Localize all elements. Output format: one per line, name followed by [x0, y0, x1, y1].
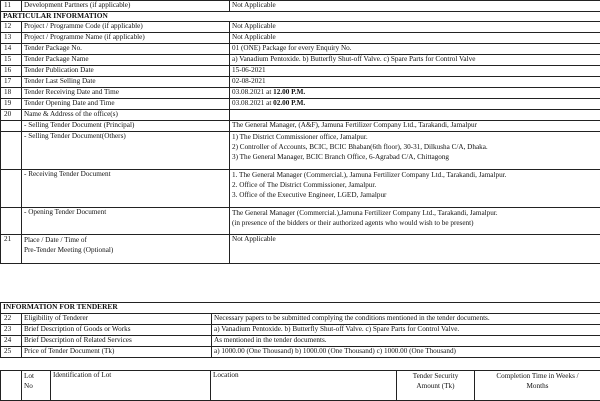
lot-no-header: Lot No — [22, 371, 51, 401]
row-value: a) Vanadium Pentoxide. b) Butterfly Shut-off Valve. c) Spare Parts for Control Valve — [230, 55, 600, 66]
table-row — [1, 66, 600, 77]
receiving-time: 12.00 P.M. — [273, 88, 305, 96]
lot-location-header: Location — [211, 371, 397, 401]
receiving-date: 03.08.2021 at — [232, 88, 273, 96]
table-row — [1, 121, 600, 132]
row-value: Not Applicable — [230, 22, 600, 33]
row-number: 21 — [1, 235, 22, 264]
row-label: Tender Package No. — [22, 44, 230, 55]
section-title-particular: PARTICULAR INFORMATION — [1, 12, 600, 22]
row-value — [230, 99, 600, 110]
row-number: 13 — [1, 33, 22, 44]
row-label: Tender Publication Date — [22, 66, 230, 77]
table-row — [1, 88, 600, 99]
table-row — [1, 44, 600, 55]
section-header-row — [1, 12, 600, 22]
office-selling-principal: The General Manager, (A&F), Jamuna Fertilizer Company Ltd., Tarakandi, Jamalpur — [230, 121, 600, 132]
row-number: 23 — [1, 325, 22, 336]
row-number: 15 — [1, 55, 22, 66]
row-label: Tender Opening Date and Time — [22, 99, 230, 110]
table-row — [1, 325, 600, 336]
row-label: Development Partners (if applicable) — [22, 1, 230, 12]
office-selling-others: 1) The District Commissioner office, Jamalpur. 2) Controller of Accounts, BCIC, BCIC Bhaban(6th floor), 30-31, Dilkusha C/A, Dhaka. 3) The General Manager, BCIC Branch Office, 6-Agrabad C/A, Chittagong — [230, 132, 600, 170]
lot-security-header: Tender Security Amount (Tk) — [397, 371, 475, 401]
row-number: 22 — [1, 314, 22, 325]
table-row — [1, 99, 600, 110]
row-label: Place / Date / Time of Pre-Tender Meeting (Optional) — [22, 235, 230, 264]
table-row — [1, 208, 600, 235]
opening-date: 03.08.2021 at — [232, 99, 273, 107]
row-number: 16 — [1, 66, 22, 77]
row-label: Brief Description of Related Services — [22, 336, 212, 347]
table-row — [1, 33, 600, 44]
lot-identification-header: Identification of Lot — [51, 371, 211, 401]
row-value: Not Applicable — [230, 1, 600, 12]
row-label: Brief Description of Goods or Works — [22, 325, 212, 336]
office-label-receiving: - Receiving Tender Document — [22, 170, 230, 208]
tender-info-table-lower — [0, 302, 600, 358]
row-label: Tender Last Selling Date — [22, 77, 230, 88]
row-value — [230, 88, 600, 99]
office-label-opening: - Opening Tender Document — [22, 208, 230, 235]
row-number: 25 — [1, 347, 22, 358]
row-value: Not Applicable — [230, 235, 600, 264]
lot-table-header — [1, 371, 600, 401]
row-number: 14 — [1, 44, 22, 55]
row-label: Project / Programme Code (if applicable) — [22, 22, 230, 33]
section-title-tenderer: INFORMATION FOR TENDERER — [1, 303, 600, 314]
row-number: 17 — [1, 77, 22, 88]
row-value — [230, 110, 600, 121]
table-row — [1, 132, 600, 170]
row-label: Name & Address of the office(s) — [22, 110, 230, 121]
section-header-row — [1, 303, 600, 314]
row-number: 11 — [1, 1, 22, 12]
table-row — [1, 110, 600, 121]
table-row — [1, 170, 600, 208]
row-value: 02-08-2021 — [230, 77, 600, 88]
office-opening: The General Manager (Commercial.),Jamuna Fertilizer Company Ltd., Tarakandi, Jamalpur. (in presence of the bidders or their authorized agents who would wish to be present) — [230, 208, 600, 235]
opening-time: 02.00 P.M. — [273, 99, 305, 107]
office-label-selling-others: - Selling Tender Document(Others) — [22, 132, 230, 170]
row-label: Tender Receiving Date and Time — [22, 88, 230, 99]
row-number: 12 — [1, 22, 22, 33]
table-row — [1, 347, 600, 358]
office-label-selling-principal: - Selling Tender Document (Principal) — [22, 121, 230, 132]
row-number: 18 — [1, 88, 22, 99]
lot-completion-header: Completion Time in Weeks / Months — [475, 371, 600, 401]
row-label: Tender Package Name — [22, 55, 230, 66]
table-row — [1, 22, 600, 33]
row-value: Not Applicable — [230, 33, 600, 44]
row-value: 15-06-2021 — [230, 66, 600, 77]
row-value: a) Vanadium Pentoxide. b) Butterfly Shut-off Valve. c) Spare Parts for Control Valve. — [212, 325, 600, 336]
row-value: a) 1000.00 (One Thousand) b) 1000.00 (One Thousand) c) 1000.00 (One Thousand) — [212, 347, 600, 358]
row-label: Price of Tender Document (Tk) — [22, 347, 212, 358]
row-label: Project / Programme Name (if applicable) — [22, 33, 230, 44]
row-number: 20 — [1, 110, 22, 121]
row-label: Eligibility of Tenderer — [22, 314, 212, 325]
row-number: 19 — [1, 99, 22, 110]
table-row — [1, 55, 600, 66]
table-row — [1, 77, 600, 88]
row-value: Necessary papers to be submitted complying the conditions mentioned in the tender documents. — [212, 314, 600, 325]
table-row — [1, 336, 600, 347]
table-row — [1, 314, 600, 325]
office-receiving: 1. The General Manager (Commercial.), Jamuna Fertilizer Company Ltd., Tarakandi, Jamalpur. 2. Office of The District Commissioner, Jamalpur. 3. Office of the Executive Engineer, LGED, Jamalpur — [230, 170, 600, 208]
table-row — [1, 235, 600, 264]
lot-table — [0, 370, 600, 401]
table-row — [1, 1, 600, 12]
row-value: 01 (ONE) Package for every Enquiry No. — [230, 44, 600, 55]
row-value: As mentioned in the tender documents. — [212, 336, 600, 347]
row-number: 24 — [1, 336, 22, 347]
